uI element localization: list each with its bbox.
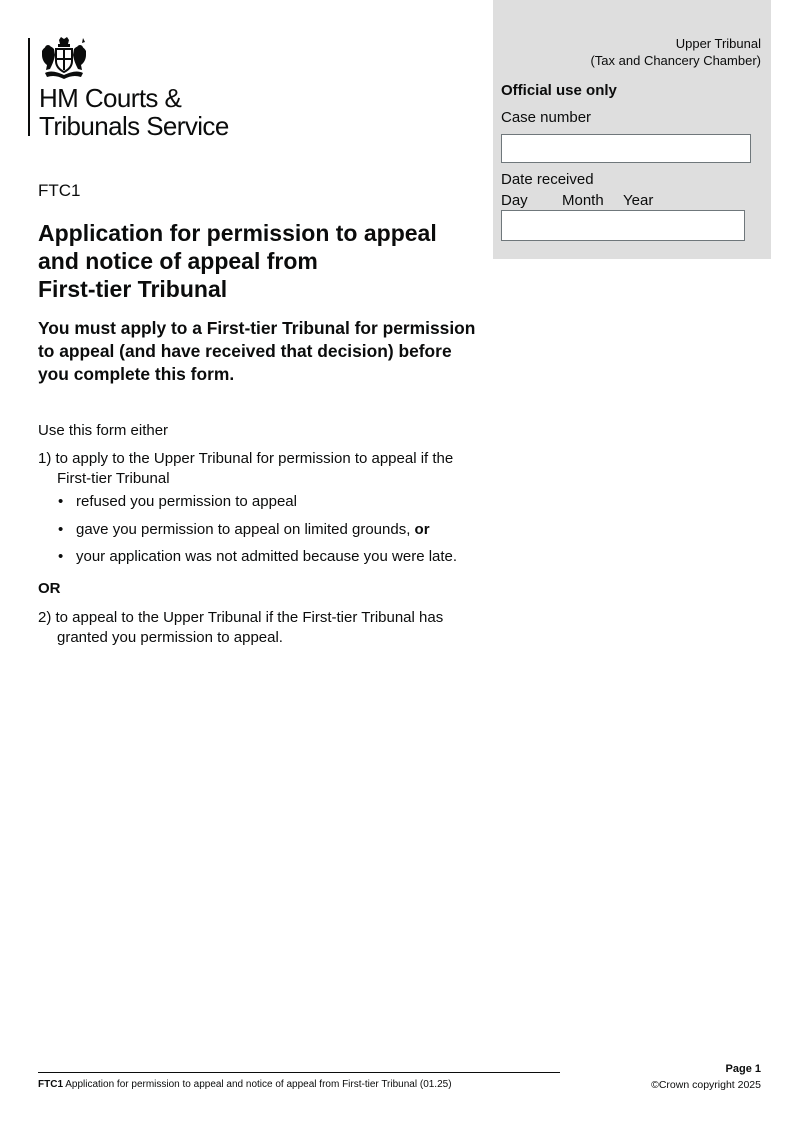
bullet-icon: • xyxy=(58,520,64,538)
date-received-field[interactable] xyxy=(501,210,745,241)
footer-form-reference xyxy=(38,1079,452,1090)
option-1-line2: First-tier Tribunal xyxy=(57,470,170,487)
page-title xyxy=(38,219,488,303)
month-label: Month xyxy=(562,192,604,209)
case-number-label: Case number xyxy=(501,109,592,126)
bullet-list xyxy=(56,492,457,575)
intro-line1: You must apply to a First-tier Tribunal for permission xyxy=(38,318,476,338)
bullet-icon: • xyxy=(58,548,64,565)
title-line1: Application for permission to appeal xyxy=(38,220,437,246)
bullet-text: your application was not admitted because you were late. xyxy=(76,548,458,565)
list-item xyxy=(56,547,457,575)
bullet-emphasis: or xyxy=(414,520,430,538)
case-number-field[interactable] xyxy=(501,134,751,163)
footer-form-description: Application for permission to appeal and notice of appeal from First-tier Tribunal (01.25) xyxy=(65,1079,452,1090)
bullet-text: gave you permission to appeal on limited grounds, xyxy=(76,520,411,538)
option-1-line1: 1) to apply to the Upper Tribunal for permission to appeal if the xyxy=(38,450,454,467)
or-separator: OR xyxy=(38,580,61,597)
tribunal-name xyxy=(590,36,761,69)
bullet-icon: • xyxy=(58,493,64,510)
copyright-notice: ©Crown copyright 2025 xyxy=(651,1079,761,1091)
list-item xyxy=(56,520,457,548)
title-line3: First-tier Tribunal xyxy=(38,276,228,302)
list-item xyxy=(56,492,457,520)
option-2-line2: granted you permission to appeal. xyxy=(57,629,283,646)
option-2-line1: 2) to appeal to the Upper Tribunal if the First-tier Tribunal has xyxy=(38,609,444,626)
tribunal-line2: (Tax and Chancery Chamber) xyxy=(590,52,761,68)
form-code: FTC1 xyxy=(38,181,81,200)
page-number: Page 1 xyxy=(725,1063,761,1075)
footer-divider xyxy=(38,1072,560,1073)
date-received-label: Date received xyxy=(501,171,594,188)
title-line2: and notice of appeal from xyxy=(38,248,318,274)
footer-form-code: FTC1 xyxy=(38,1079,63,1090)
official-use-panel xyxy=(493,0,771,259)
option-1 xyxy=(38,449,508,489)
year-label: Year xyxy=(623,192,654,209)
intro-line2: to appeal (and have received that decision) before xyxy=(38,341,452,361)
intro-line3: you complete this form. xyxy=(38,364,235,384)
royal-coat-of-arms-icon xyxy=(39,37,89,79)
org-name xyxy=(39,84,229,140)
option-2 xyxy=(38,608,508,648)
logo-divider-bar xyxy=(28,38,30,136)
tribunal-line1: Upper Tribunal xyxy=(675,36,761,51)
official-use-heading: Official use only xyxy=(501,82,617,99)
day-label: Day xyxy=(501,192,528,209)
bullet-text: refused you permission to appeal xyxy=(76,493,297,510)
intro-text xyxy=(38,317,498,386)
org-name-line2: Tribunals Service xyxy=(39,111,229,141)
use-either-text: Use this form either xyxy=(38,422,169,439)
org-name-line1: HM Courts & xyxy=(39,83,182,113)
